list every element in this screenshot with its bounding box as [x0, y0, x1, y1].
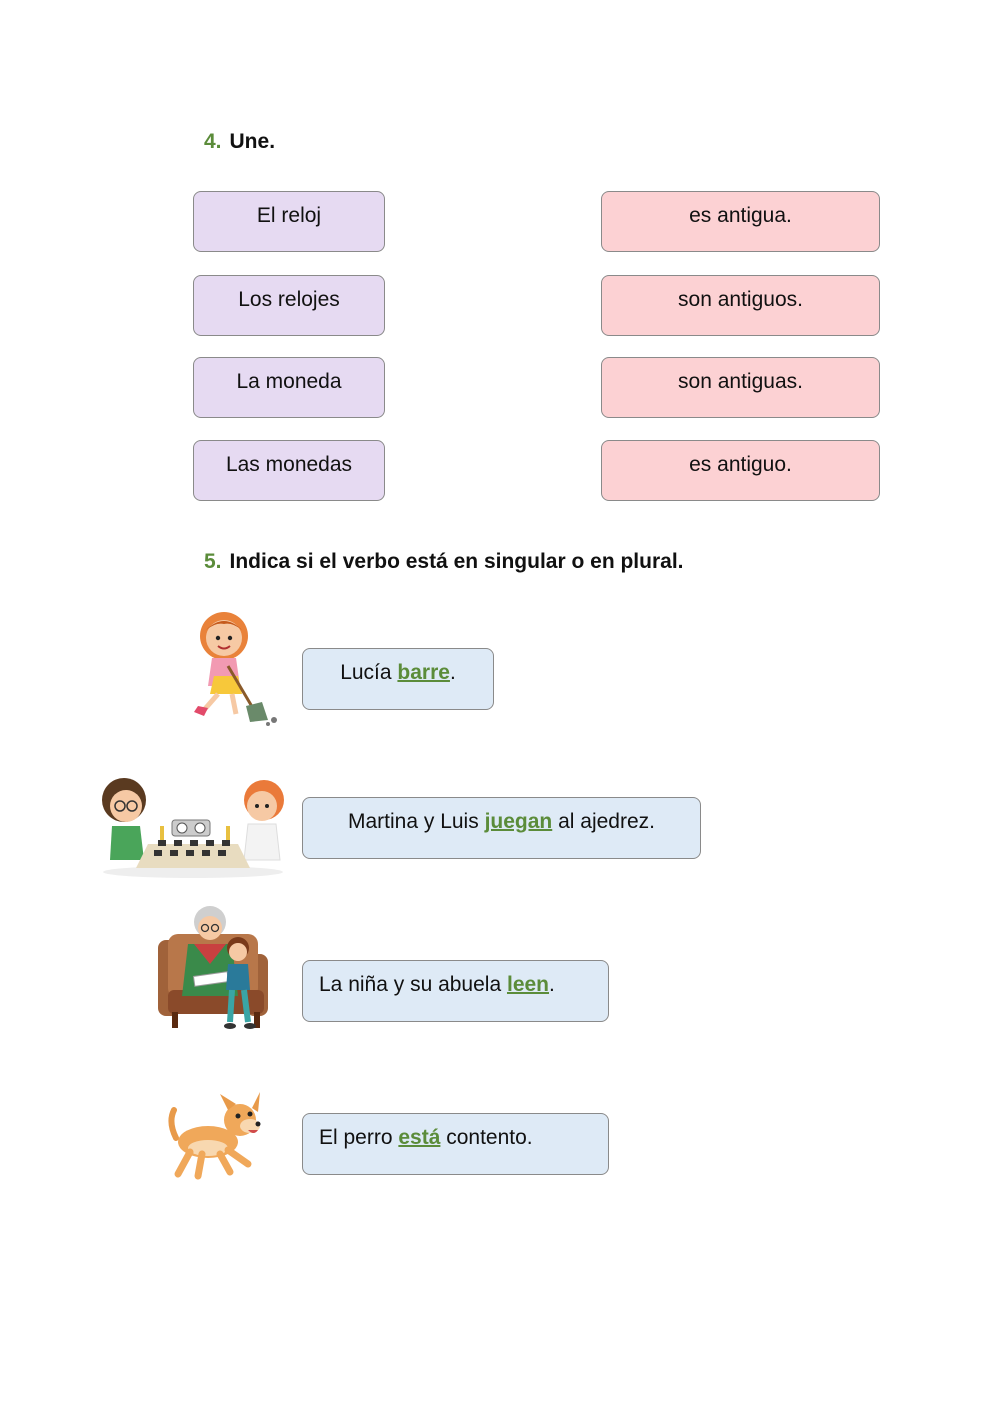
- exercise-5-number: 5.: [204, 550, 222, 573]
- exercise-5-title: Indica si el verbo está en singular o en plural.: [229, 550, 684, 573]
- match-left-item[interactable]: Los relojes: [193, 275, 385, 336]
- happy-dog-icon: [168, 1092, 266, 1182]
- match-right-item[interactable]: es antiguo.: [601, 440, 880, 501]
- kids-playing-chess-icon: [98, 774, 288, 878]
- grandma-reading-icon: [154, 904, 272, 1036]
- match-left-item[interactable]: La moneda: [193, 357, 385, 418]
- sentence-box[interactable]: Lucía barre.: [302, 648, 494, 710]
- sentence-box[interactable]: La niña y su abuela leen.: [302, 960, 609, 1022]
- match-right-item[interactable]: es antigua.: [601, 191, 880, 252]
- sentence-box[interactable]: Martina y Luis juegan al ajedrez.: [302, 797, 701, 859]
- match-right-item[interactable]: son antiguas.: [601, 357, 880, 418]
- exercise-4-heading: [204, 130, 275, 154]
- girl-sweeping-icon: [188, 606, 284, 730]
- exercise-5-heading: [204, 550, 684, 574]
- sentence-box[interactable]: El perro está contento.: [302, 1113, 609, 1175]
- verb-highlight[interactable]: leen: [506, 973, 550, 996]
- match-right-item[interactable]: son antiguos.: [601, 275, 880, 336]
- exercise-4-title: Une.: [229, 130, 276, 153]
- verb-highlight[interactable]: barre: [397, 661, 450, 684]
- verb-highlight[interactable]: juegan: [484, 810, 553, 833]
- verb-highlight[interactable]: está: [398, 1126, 441, 1149]
- match-left-item[interactable]: El reloj: [193, 191, 385, 252]
- exercise-4-number: 4.: [204, 130, 222, 153]
- match-left-item[interactable]: Las monedas: [193, 440, 385, 501]
